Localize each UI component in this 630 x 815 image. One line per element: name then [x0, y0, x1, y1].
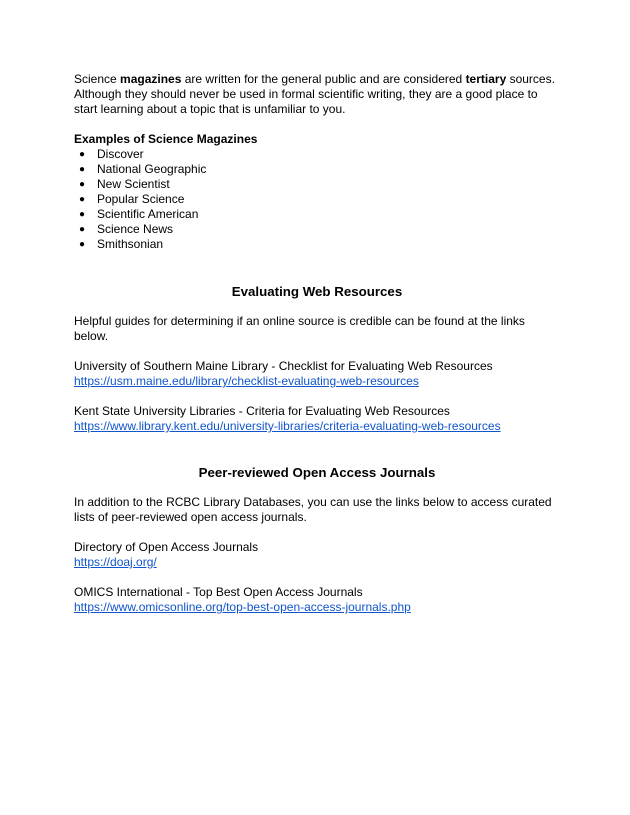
journals-heading: Peer-reviewed Open Access Journals [198, 465, 436, 480]
journal-label: Directory of Open Access Journals [74, 540, 259, 554]
web-resources-heading: Evaluating Web Resources [231, 284, 403, 299]
bullet-icon: ● [79, 179, 86, 190]
journals-description: In addition to the RCBC Library Databases, you can use the links below to access curated lists of peer-reviewed open access journals. [74, 495, 552, 524]
document-page [74, 72, 560, 615]
magazines-list [74, 147, 560, 252]
list-item-label: Smithsonian [97, 237, 164, 251]
web-resource-entry-usm [74, 359, 560, 389]
list-item-label: Discover [97, 147, 144, 161]
web-resource-entry-kent [74, 404, 560, 434]
list-item-label: New Scientist [97, 177, 170, 191]
list-item [74, 177, 560, 192]
bullet-icon: ● [79, 224, 86, 235]
usm-checklist-link[interactable]: https://usm.maine.edu/library/checklist-evaluating-web-resources [74, 374, 419, 388]
list-item-label: Scientific American [97, 207, 199, 221]
omics-link[interactable]: https://www.omicsonline.org/top-best-open-access-journals.php [74, 600, 411, 614]
list-item [74, 162, 560, 177]
list-item [74, 222, 560, 237]
bullet-icon: ● [79, 239, 86, 250]
list-item-label: Popular Science [97, 192, 185, 206]
list-item-label: National Geographic [97, 162, 207, 176]
list-item [74, 207, 560, 222]
bullet-icon: ● [79, 149, 86, 160]
web-resource-label: University of Southern Maine Library - Checklist for Evaluating Web Resources [74, 359, 493, 373]
list-item [74, 237, 560, 252]
doaj-link[interactable]: https://doaj.org/ [74, 555, 157, 569]
list-item [74, 192, 560, 207]
journal-label: OMICS International - Top Best Open Access Journals [74, 585, 363, 599]
web-resource-label: Kent State University Libraries - Criteria for Evaluating Web Resources [74, 404, 450, 418]
list-item [74, 147, 560, 162]
journal-entry-doaj [74, 540, 560, 570]
bullet-icon: ● [79, 209, 86, 220]
intro-paragraph [74, 72, 560, 117]
journal-entry-omics [74, 585, 560, 615]
intro-bold-tertiary: tertiary [465, 72, 507, 86]
intro-bold-magazines: magazines [120, 72, 182, 86]
magazines-list-title: Examples of Science Magazines [74, 132, 258, 146]
list-item-label: Science News [97, 222, 174, 236]
web-resources-description: Helpful guides for determining if an online source is credible can be found at the links below. [74, 314, 525, 343]
intro-text-2: are written for the general public and are considered [181, 72, 466, 86]
bullet-icon: ● [79, 194, 86, 205]
kent-criteria-link[interactable]: https://www.library.kent.edu/university-libraries/criteria-evaluating-web-resources [74, 419, 501, 433]
intro-text-1: Science [74, 72, 121, 86]
bullet-icon: ● [79, 164, 86, 175]
intro-text-3: sources. Although they should never be used in formal scientific writing, they are a good place to start learning about a topic that is unfamiliar to you. [74, 72, 555, 116]
